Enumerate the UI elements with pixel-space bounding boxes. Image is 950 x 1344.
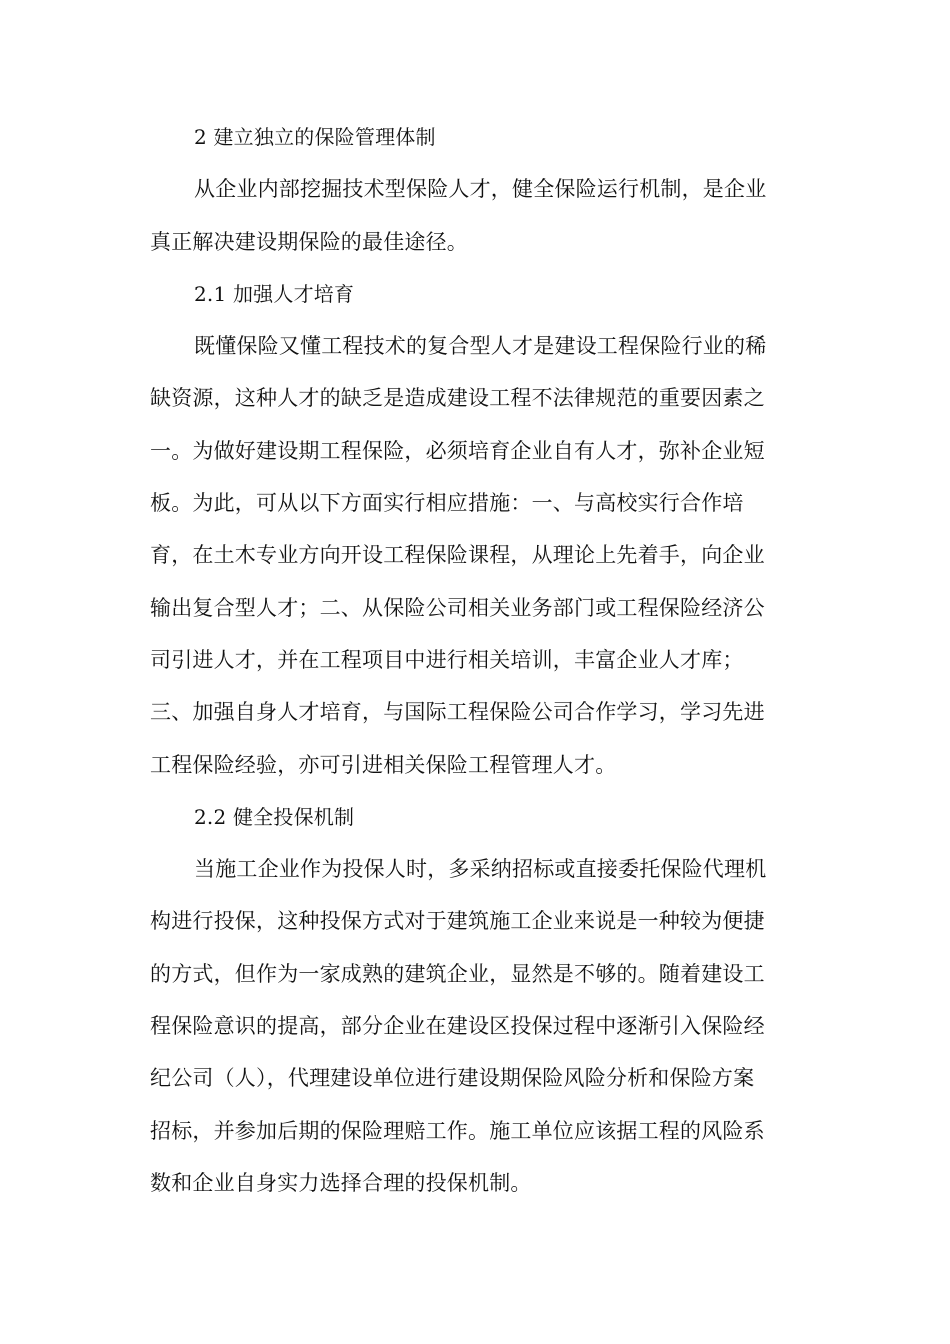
paragraph-line: 育，在土木专业方向开设工程保险课程，从理论上先着手，向企业 (150, 543, 765, 568)
paragraph-line: 板。为此，可从以下方面实行相应措施：一、与高校实行合作培 (150, 491, 744, 516)
paragraph-line: 招标，并参加后期的保险理赔工作。施工单位应该据工程的风险系 (150, 1118, 765, 1143)
paragraph-line: 数和企业自身实力选择合理的投保机制。 (150, 1170, 532, 1195)
paragraph-line: 纪公司（人），代理建设单位进行建设期保险风险分析和保险方案 (150, 1066, 755, 1091)
section-heading: 2.1 加强人才培育 (194, 281, 355, 306)
paragraph-line: 输出复合型人才；二、从保险公司相关业务部门或工程保险经济公 (150, 595, 765, 620)
paragraph-line: 既懂保险又懂工程技术的复合型人才是建设工程保险行业的稀 (194, 334, 767, 359)
section-heading: 2 建立独立的保险管理体制 (194, 125, 436, 149)
paragraph-line: 当施工企业作为投保人时，多采纳招标或直接委托保险代理机 (194, 857, 767, 882)
paragraph-line: 司引进人才，并在工程项目中进行相关培训，丰富企业人才库； (150, 647, 744, 672)
paragraph-line: 真正解决建设期保险的最佳途径。 (150, 229, 468, 254)
paragraph-line: 的方式，但作为一家成熟的建筑企业，显然是不够的。随着建设工 (150, 961, 765, 986)
document-body (150, 111, 800, 1209)
paragraph-line: 程保险意识的提高，部分企业在建设区投保过程中逐渐引入保险经 (150, 1014, 765, 1039)
paragraph-line: 三、加强自身人才培育，与国际工程保险公司合作学习，学习先进 (150, 700, 765, 725)
paragraph-line: 一。为做好建设期工程保险，必须培育企业自有人才，弥补企业短 (150, 438, 765, 463)
paragraph-line: 缺资源，这种人才的缺乏是造成建设工程不法律规范的重要因素之 (150, 386, 765, 411)
section-heading: 2.2 健全投保机制 (194, 804, 355, 829)
paragraph-line: 构进行投保，这种投保方式对于建筑施工企业来说是一种较为便捷 (150, 909, 765, 934)
paragraph-line: 从企业内部挖掘技术型保险人才，健全保险运行机制，是企业 (194, 177, 767, 202)
paragraph-line: 工程保险经验，亦可引进相关保险工程管理人才。 (150, 752, 617, 777)
